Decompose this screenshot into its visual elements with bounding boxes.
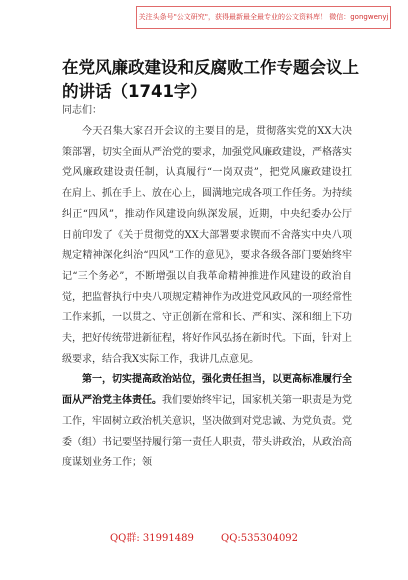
greeting: 同志们： <box>62 105 102 116</box>
footer-qq-group: QQ群: 31991489 <box>109 533 194 544</box>
paragraph-2 <box>62 370 352 474</box>
paragraph-2-text: 我们要始终牢记，国家机关第一职责是为党工作，牢固树立政治机关意识，坚决做到对党忠诚、为党负责。党委（组）书记要坚持履行第一责任人职责，带头讲政治，从政治高度谋划业务工作；领 <box>62 395 352 469</box>
paragraph-2-heading: 第一，切实提高政治站位，强化责任担当，以更高标准履行全面从严治党主体责任。 <box>62 374 352 407</box>
document-body <box>62 122 352 474</box>
header-banner: 关注头条号"公文研究"，获得最新最全最专业的公文资料库！ 微信：gongwenyj <box>136 6 391 29</box>
paragraph-1: 今天召集大家召开会议的主要目的是，贯彻落实党的XX大决策部署，切实全面从严治党的要求，加强党风廉政建设，严格落实党风廉政建设责任制，认真履行“一岗双责”，把党风廉政建设扛在肩上、抓在手上、放在心上，圆满地完成各项工作任务。为持续纠正“四风”，推动作风建设向纵深发展，近期，中央纪委办公厅日前印发了《关于贯彻党的XX大部署要求锲而不舍落实中央八项规定精神深化纠治“四风”工作的意见》，要求各级各部门要始终牢记“三个务必”，不断增强以自我革命精神推进作风建设的政治自觉，把监督执行中央八项规定精神作为改进党风政风的一项经常性工作来抓，一以贯之、守正创新在常和长、严和实、深和细上下功夫，把好传统带进新征程，将好作风弘扬在新时代。下面，针对上级要求，结合我X实际工作，我讲几点意见。 <box>62 126 352 365</box>
footer-qq: QQ:535304092 <box>221 533 299 544</box>
footer-contact <box>0 529 408 544</box>
document-title: 在党风廉政建设和反腐败工作专题会议上的讲话（1741字） <box>62 58 359 101</box>
